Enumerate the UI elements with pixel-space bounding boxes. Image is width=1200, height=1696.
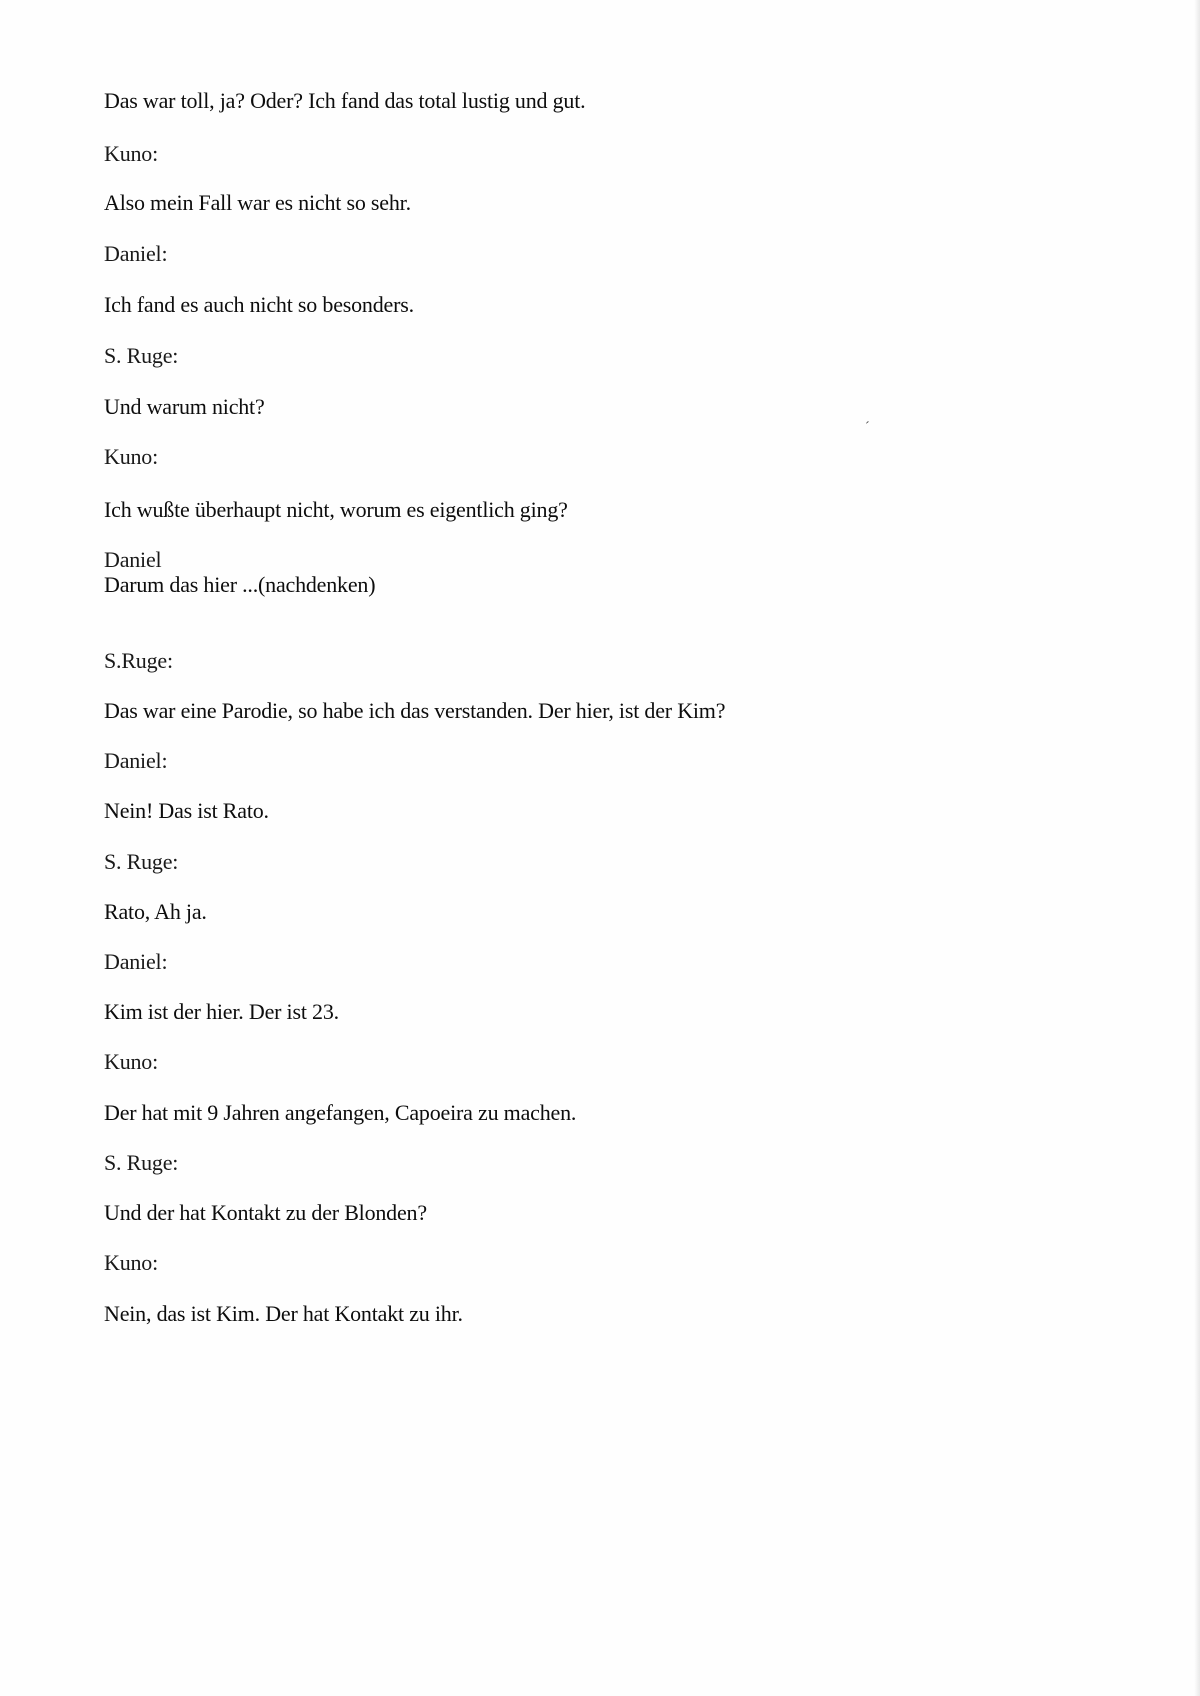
transcript-line: Darum das hier ...(nachdenken) (104, 572, 376, 597)
transcript-line: Und warum nicht? (104, 394, 265, 419)
transcript-line: Der hat mit 9 Jahren angefangen, Capoeira zu machen. (104, 1100, 577, 1125)
speaker-label: Daniel (104, 547, 162, 572)
scan-speck: ˊ (865, 420, 870, 435)
speaker-label: Daniel: (104, 949, 168, 974)
speaker-label: S. Ruge: (104, 849, 179, 874)
transcript-line: Nein! Das ist Rato. (104, 798, 269, 823)
page-edge-shadow (1194, 0, 1200, 1696)
transcript-line: Ich fand es auch nicht so besonders. (104, 292, 414, 317)
transcript-line: Ich wußte überhaupt nicht, worum es eigentlich ging? (104, 497, 568, 522)
speaker-label: S. Ruge: (104, 343, 179, 368)
speaker-label: S. Ruge: (104, 1150, 179, 1175)
speaker-label: Kuno: (104, 444, 159, 469)
speaker-label: Kuno: (104, 141, 159, 166)
transcript-line: Und der hat Kontakt zu der Blonden? (104, 1200, 427, 1225)
transcript-line: Nein, das ist Kim. Der hat Kontakt zu ihr. (104, 1301, 463, 1326)
transcript-line: Kim ist der hier. Der ist 23. (104, 999, 339, 1024)
transcript-line: Rato, Ah ja. (104, 899, 207, 924)
speaker-label: Kuno: (104, 1049, 159, 1074)
transcript-line: Das war eine Parodie, so habe ich das verstanden. Der hier, ist der Kim? (104, 698, 726, 723)
transcript-line: Also mein Fall war es nicht so sehr. (104, 190, 411, 215)
transcript-line: Das war toll, ja? Oder? Ich fand das total lustig und gut. (104, 88, 586, 113)
speaker-label: Daniel: (104, 748, 168, 773)
speaker-label: Daniel: (104, 241, 168, 266)
speaker-label: Kuno: (104, 1250, 159, 1275)
speaker-label: S.Ruge: (104, 648, 173, 673)
